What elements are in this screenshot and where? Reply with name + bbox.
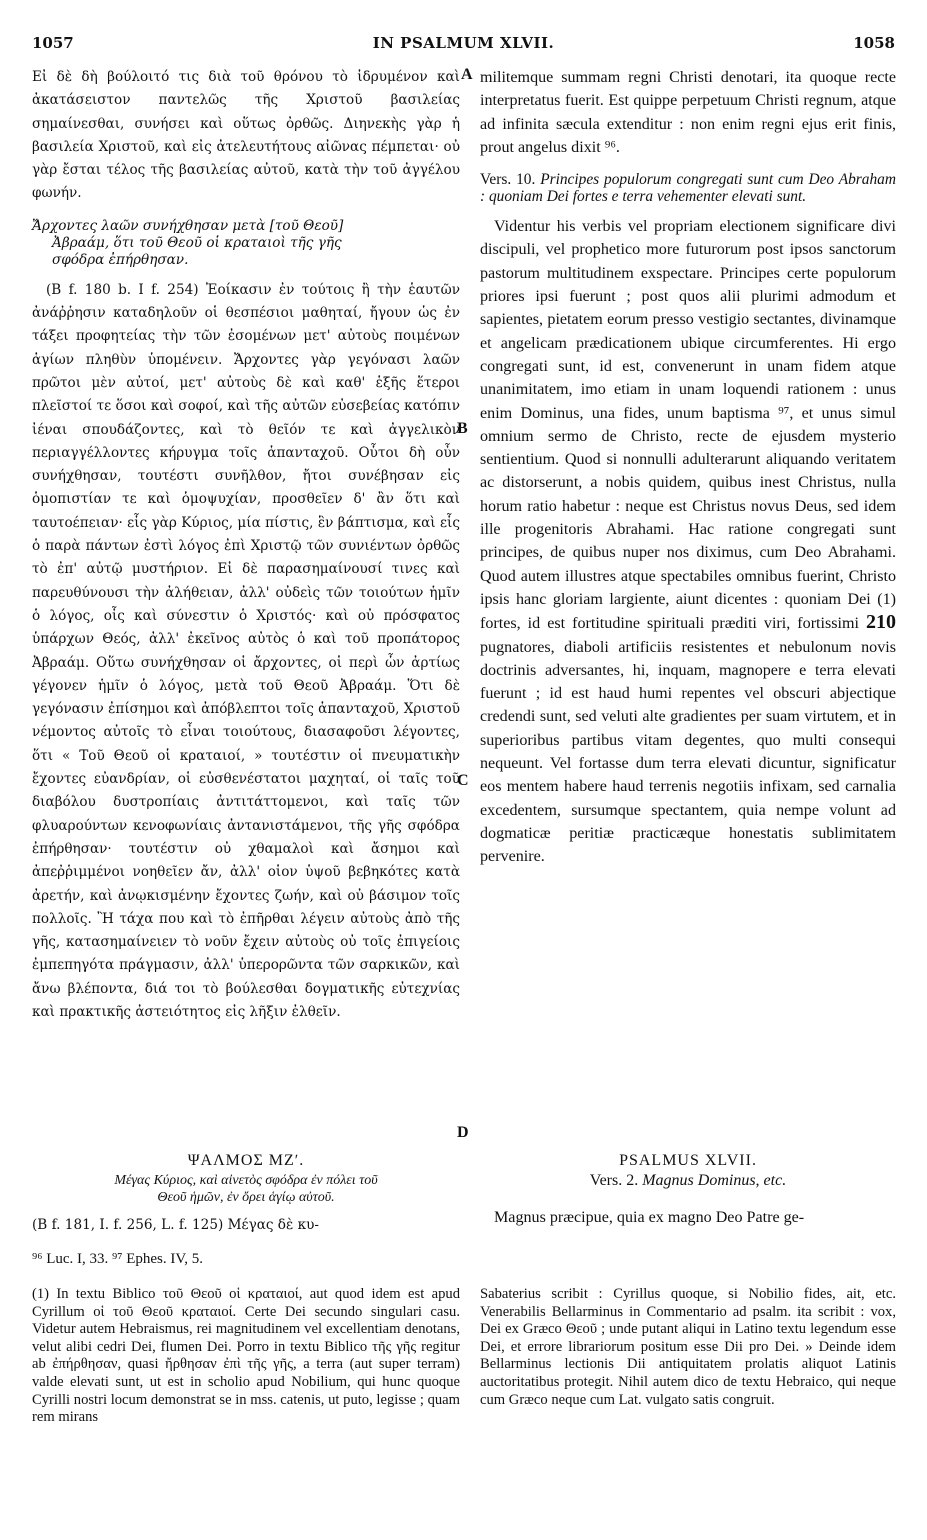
latin-psalm-section	[480, 1152, 896, 1229]
latin-psalm-sub-label: Vers. 2.	[589, 1172, 639, 1189]
greek-verse-heading	[32, 218, 460, 269]
greek-verse-line-2: Ἀβραάμ, ὅτι τοῦ Θεοῦ οἱ κραταιοὶ τῆς γῆς	[52, 234, 342, 251]
greek-paragraph-1: Εἰ δὲ δὴ βούλοιτό τις διὰ τοῦ θρόνου τὸ ἱδρυμένον καὶ ἀκατάσειστον παντελῶς τῆς Χριστοῦ βασιλείας σημαίνεσθαι, συνήσει καὶ οὕτως ὀρθῶς. Διηνεκὴς γὰρ ἡ βασιλεία Χριστοῦ, καὶ εἰς ἀτελευτήτους αἰῶνας πέμπεται· οὐ γὰρ ἔσται τέλος τῆς βασιλείας αὐτοῦ, κατὰ τὴν τοῦ ἀγγέλου φωνήν.	[32, 69, 460, 202]
page-header	[32, 34, 895, 58]
latin-paragraph-2	[480, 215, 896, 868]
margin-marker-a: A	[461, 66, 473, 83]
greek-verse-line-1: Ἄρχοντες λαῶν συνήχθησαν μετὰ [τοῦ Θεοῦ]	[32, 217, 344, 234]
footnote-references: ⁹⁶ Luc. I, 33. ⁹⁷ Ephes. IV, 5.	[32, 1251, 204, 1267]
greek-psalm-verse-2: Θεοῦ ἡμῶν, ἐν ὄρει ἁγίῳ αὐτοῦ.	[157, 1190, 335, 1205]
greek-psalm-verse-1: Μέγας Κύριος, καὶ αἰνετὸς σφόδρα ἐν πόλει τοῦ	[114, 1173, 378, 1188]
right-page-number: 1058	[853, 34, 895, 52]
greek-verse-line-3: σφόδρα ἐπήρθησαν.	[52, 251, 189, 268]
column-number: 210	[866, 611, 896, 634]
margin-marker-d: D	[457, 1124, 469, 1141]
greek-psalm-text: (B f. 181, I. f. 256, L. f. 125) Μέγας δὲ κυ-	[32, 1217, 319, 1233]
latin-psalm-title: PSALMUS XLVII.	[619, 1152, 757, 1169]
running-title: IN PSALMUM XLVII.	[372, 34, 555, 52]
greek-column	[32, 66, 460, 1024]
margin-marker-c: C	[457, 772, 469, 789]
latin-paragraph-1: militemque summam regni Christi denotari, ita quoque recte interpretatus fuerit. Est quippe perpetuum Christi regnum, atque ad infinita sæcula extenditur : non enim regni ejus erit finis, prout angelus dixit ⁹⁶.	[480, 69, 896, 156]
latin-verse-heading	[480, 171, 896, 205]
latin-paragraph-2a: Videntur his verbis vel propriam electionem significare divi discipuli, vel prophetico more futurorum post ipsos sanctorum pastorum multitudinem exspectare. Principes certe populorum priores ipsi fuerunt ; post quos alii plurimi admodum et sapientes, pietatem eorum presso vestigio sectantes, divinamque et angelicam prædicationem ubique circumferentes. Hi ergo congregati sunt, id est, convenerunt in unam fidem atque unanimitatem, imo etiam in unam loquendi rationem : unus enim Dominus, una fides, unum baptisma ⁹⁷, et unus simul omnium sermo de Christo, recte de ejusdem mysterio sentientium. Quod si nonnulli adulterarunt aliquando veritatem ac distorserunt, a nobis quidem, quibus inest Christus, nulla horum ratio habetur : neque est Christus novus Deus, sed idem ille progenitoris Abrahami. Hac ratione congregati sunt principes, de quibus nuper nos diximus, cum Deo Abrahami. Quod autem illustres atque spectabiles omnibus fuerint, Christo ipsis hanc gloriam largiente, aiunt dicentes : quoniam Dei (1) fortes, id est fortitudine spirituali præditi viri, fortissimi	[480, 218, 896, 633]
footnote-left: (1) In textu Biblico τοῦ Θεοῦ οἱ κραταιοί, aut quod idem est apud Cyrillum οἱ τοῦ Θεοῦ κραταιοί. Certe Dei secundo singulari casu. Videtur autem Hebraismus, rei magnitudinem vel excellentiam denotans, velut alibi cedri Dei, flumen Dei. Porro in textu Biblico τῆς γῆς regitur ab ἐπήρθησαν, quasi ἤρθησαν ἐπὶ τῆς γῆς, a terra (aut super terram) valde elevati sunt, ut est in scholio apud Nobilium, qui hunc quoque Cyrilli nostri locum demonstrat se in mss. catenis, ut puto, legisse ; quam rem mirans	[32, 1286, 460, 1426]
latin-psalm-subtitle	[480, 1172, 896, 1190]
greek-paragraph-2: (B f. 180 b. I f. 254) Ἐοίκασιν ἐν τούτοις ἢ τὴν ἑαυτῶν ἀνάῤῥησιν καταδηλοῦν οἱ θεσπέσιοι μαθηταί, ἤγουν ὡς ἐν τάξει προφητείας τὴν τῶν ἐσομένων μετ' αὐτοὺς ποιμένων ἁγίων πληθὺν ὑπομένειν. Ἄρχοντες γὰρ γεγόνασι λαῶν πρῶτοι μὲν αὐτοί, μετ' αὐτοὺς δὲ καὶ καθ' ἑξῆς ἕτεροι πλεῖστοί τε ὅσοι καὶ σοφοί, καὶ τῆς αὐτῶν εὐσεβείας κατόπιν ἰέναι σπουδάζοντες, καὶ τὸ θεῖόν τε καὶ ἀγγελικὸν περιαγγέλλοντες κήρυγμα τοῖς ἁπανταχοῦ. Οὗτοι δὴ οὖν συνήχθησαν, τουτέστι συνῆλθον, ἤτοι συνέβησαν εἰς ὁμοπιστίαν τε καὶ ὁμοψυχίαν, προσθεῖεν δ' ἂν ὅτι καὶ ταυτοέπειαν· εἷς γὰρ Κύριος, μία πίστις, ἓν βάπτισμα, καὶ εἷς ὁ παρὰ πάντων ἐστὶ λόγος ἐπὶ Χριστῷ τῶν συνιέντων ὀρθῶς τὸ ἐπ' αὐτῷ μυστήριον. Εἰ δὲ παρασημαίνουσί τινες καὶ παρευθύνουσι τὴν ἀλήθειαν, ἀλλ' οὐδεὶς τῶν τοιούτων ἡμῖν ὁ λόγος, οἷς καὶ σύνεστιν ὁ Χριστός· καὶ οὐ πρόσφατος ὑπάρχων Θεός, ἀλλ' ἐκεῖνος αὐτὸς ὁ καὶ τοῦ προπάτορος Ἀβραάμ. Οὕτω συνήχθησαν οἱ ἄρχοντες, οἱ περὶ ὧν ἀρτίως γέγονεν ἡμῖν ὁ λόγος, μετὰ τοῦ Θεοῦ Ἀβραάμ. Ὅτι δὲ γεγόνασιν ἐπίσημοι καὶ ἀπόβλεπτοι τοῖς ἁπανταχοῦ, Χριστοῦ νέμοντος αὐτοῖς τὸ εἶναι τοιούτους, διασαφοῦσι λέγοντες, ὅτι « Τοῦ Θεοῦ οἱ κραταιοί, » τουτέστιν οἱ πνευματικὴν ἔχοντες εὐανδρίαν, οἱ εὐσθενέστατοι μαχηταί, οἱ ταῖς τοῦ διαβόλου δυστροπίαις ἀντιτάττομενοι, καὶ ταῖς τῶν φλυαρούντων κενοφωνίαις ἀντανιστάμενοι, τῆς γῆς σφόδρα ἐπήρθησαν· τουτέστιν οὐ χθαμαλοὶ καὶ ἄσημοι καὶ ἀπεῤῥιμμένοι νοηθεῖεν ἄν, ἀλλ' οἱον ὑψοῦ βεβηκότες κατὰ ἀρετήν, καὶ ἀνῳκισμένην ἔχοντες ζωήν, καὶ οὐ βάσιμον τοῖς πολλοῖς. Ἢ τάχα που καὶ τὸ ἐπῆρθαι λέγειν αὐτοὺς ἀπὸ τῆς γῆς, κατασημαίνειεν τὸ νοῦν ἔχειν αὐτοὺς οὐ τοῖς ἐπιγείοις ἐμπεπηγότα πράγμασιν, ἀλλ' ὑπερορῶντα τῶν σαρκικῶν, καὶ ἄνω βλέποντα, διά τοι τὸ βούλεσθαι δογματικῆς εὐτεχνίας καὶ πρακτικῆς ἀστειότητος εἰς λῆξιν ἐλθεῖν.	[32, 281, 460, 1020]
latin-verse-label: Vers. 10.	[480, 171, 536, 189]
latin-verse-text: Principes populorum congregati sunt cum Deo Abraham : quoniam Dei fortes e terra vehementer elevati sunt.	[480, 171, 896, 206]
greek-psalm-verse	[32, 1172, 460, 1206]
latin-psalm-text: Magnus præcipue, quia ex magno Deo Patre ge-	[494, 1209, 805, 1226]
greek-psalm-title: ΨΑΛΜΟΣ ΜΖʹ.	[187, 1152, 305, 1169]
left-page-number: 1057	[32, 34, 74, 52]
latin-paragraph-2b: pugnatores, diaboli artificiis resistentes et nebulonum novis doctrinis adversantes, hi, inquam, magnopere e terra elevati fuerunt ; id est haud humi repentes vel obscuri abjectique credendi sunt, sed veluti alte gradientes per suam virtutem, et in superioribus partibus vitam degentes, quo multi consequi nequeunt. Vel fortasse dum terra elevati dicuntur, significatur eos mentem habere haud terrenis negotiis infixam, sed carnalia excedentem, sursumque spectantem, quia nempe volunt ad dogmaticæ peritiæ practicæque honestatis sublimitatem pervenire.	[480, 638, 896, 866]
greek-psalm-section	[32, 1152, 460, 1237]
latin-psalm-sub-text: Magnus Dominus, etc.	[642, 1172, 787, 1189]
margin-marker-b: B	[457, 420, 468, 437]
footnote-right: Sabaterius scribit : Cyrillus quoque, si Nobilio fides, ait, etc. Venerabilis Bellarminus in Commentario ad psalm. ita scribit : vox, Dei ex Græco Θεοῦ ; unde putant aliqui in Latino textu legendum esse Dei, et errore librariorum positum esse Dii pro Dei. » Deinde idem Bellarminus lectionis Dii antiquitatem prolatis aliquot Latinis auctoritatibus protegit. Nihil autem dico de textu Hebraico, qui neque cum Græco neque cum Lat. vulgato satis congruit.	[480, 1286, 896, 1408]
latin-column	[480, 66, 896, 869]
